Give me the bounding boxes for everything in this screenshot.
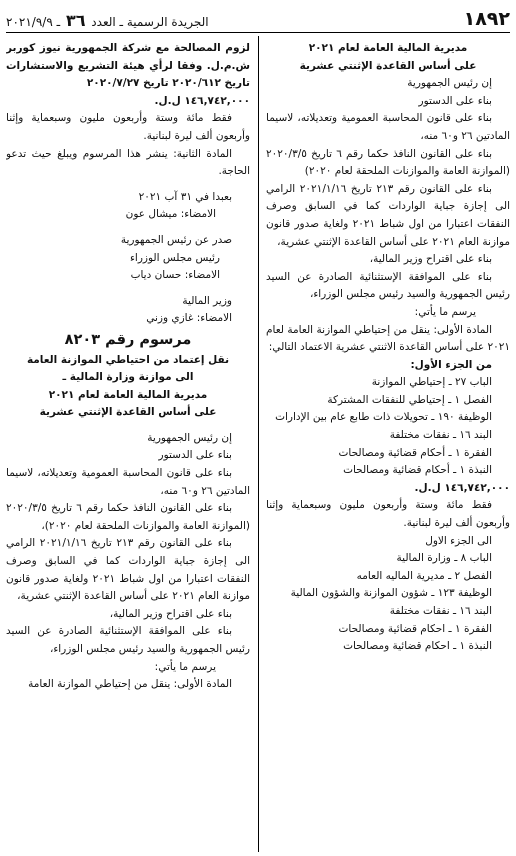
column-divider	[258, 36, 259, 852]
text-line: مديرية المالية العامة لعام ٢٠٢١	[308, 42, 468, 54]
text-line: ١٤٦,٧٤٢,٠٠٠ ل.ل.	[154, 94, 250, 107]
text-line: الفقرة ١ ـ أحكام قضائية ومصالحات	[338, 446, 492, 459]
text-line: صدر عن رئيس الجمهورية	[120, 233, 232, 246]
text-line: بناء على الدستور	[418, 94, 492, 107]
left-column	[6, 40, 250, 854]
text-line: بناء على القانون النافذ حكما رقم ٦ تاريخ ٢٠٢٠/٣/٥ (الموازنة العامة والموازنات الملحقة لعام ٢٠٢٠)،	[6, 502, 250, 532]
text-line: النبذة ١ ـ أحكام قضائية ومصالحات	[343, 464, 492, 477]
text-line: بعبدا في ٣١ آب ٢٠٢١	[138, 190, 232, 203]
spacer	[6, 285, 250, 293]
text-line: بناء على الدستور	[158, 449, 232, 462]
text-line: بناء على الموافقة الإستثنائية الصادرة عن السيد رئيس الجمهورية والسيد رئيس مجلس الوزراء،	[6, 625, 250, 655]
text-line: البند ١٦ ـ نفقات مختلفة	[389, 429, 492, 442]
text-line: مديرية المالية العامة لعام ٢٠٢١	[48, 388, 208, 401]
text-line: على أساس القاعدة الإثنتي عشرية	[299, 59, 477, 72]
text-line: رئيس مجلس الوزراء	[129, 251, 220, 264]
text-line: لزوم المصالحة مع شركة الجمهورية نيوز كوربر ش.م.ل. وفقا لرأي هيئة التشريع والاستشارات تاريخ ٢٠٢٠/٦١٢ تاريخ ٢٠٢٠/٧/٢٧	[6, 42, 250, 90]
text-line: الوظيفة ١٢٣ ـ شؤون الموازنة والشؤون المالية	[290, 587, 492, 600]
text-line: الباب ٢٧ ـ إحتياطي الموازنة	[371, 376, 492, 389]
text-line: الفصل ٢ ـ مديرية الماليه العامه	[356, 569, 492, 582]
text-line: بناء على قانون المحاسبة العمومية وتعديلاته، لاسيما المادتين ٢٦ و٦٠ منه،	[266, 112, 510, 142]
text-line: الى الجزء الاول	[425, 534, 492, 547]
text-line: المادة الأولى: ينقل من إحتياطي الموازنة العامة	[28, 678, 232, 691]
text-line: المادة الأولى: ينقل من إحتياطي الموازنة العامة لعام ٢٠٢١ على أساس القاعدة الاثنتي عشرية الاعتماد التالي:	[266, 323, 510, 354]
text-line: الباب ٨ ـ وزارة المالية	[396, 552, 492, 565]
text-line: الفصل ١ ـ إحتياطي للنفقات المشتركة	[327, 393, 492, 406]
page-number: ١٨٩٢	[463, 8, 510, 30]
text-line: مرسوم رقم ٨٢٠٣	[64, 331, 192, 348]
gazette-title: الجريدة الرسمية ـ العدد	[91, 15, 209, 29]
text-line: الى موازنة وزارة المالية ـ	[62, 371, 194, 384]
text-line: الفقرة ١ ـ احكام قضائية ومصالحات	[338, 622, 492, 635]
issue-number: ٣٦	[65, 11, 86, 30]
text-line: إن رئيس الجمهورية	[407, 77, 492, 90]
text-line: بناء على القانون رقم ٢١٣ تاريخ ٢٠٢١/١/١٦ الرامي الى إجازة جباية الواردات كما في السابق وصرف النفقات اعتبارا من اول شباط ٢٠٢١ ولغاية صدور قانون موازنة العام ٢٠٢١ على أساس القاعدة الإثنتي عشرية،	[6, 537, 250, 603]
spacer	[6, 224, 250, 232]
page-header	[6, 4, 510, 30]
text-line: فقط مائة وستة وأربعون مليون وسبعماية وإثنا وأربعون ألف ليرة لبنانية.	[266, 499, 510, 530]
right-column	[266, 40, 510, 854]
text-line: بناء على اقتراح وزير المالية،	[109, 607, 232, 620]
text-line: يرسم ما يأتي:	[154, 660, 216, 673]
text-line: على أساس القاعدة الإثنتي عشرية	[39, 406, 217, 419]
text-line: الامضاء: حسان دياب	[130, 269, 220, 282]
gazette-info	[6, 11, 209, 30]
text-line: بناء على القانون النافذ حكما رقم ٦ تاريخ ٢٠٢٠/٣/٥ (الموازنة العامة والموازنات الملحقة لعام ٢٠٢٠)	[266, 147, 510, 178]
spacer	[6, 422, 250, 430]
header-rule	[6, 32, 510, 33]
text-line: ١٤٦,٧٤٢,٠٠٠ ل.ل.	[414, 481, 510, 494]
issue-date: ـ ٢٠٢١/٩/٩	[6, 15, 61, 29]
text-line: بناء على اقتراح وزير المالية،	[369, 253, 492, 266]
text-line: نقل إعتماد من احتياطي الموازنة العامة	[26, 353, 230, 366]
text-line: بناء على القانون رقم ٢١٣ تاريخ ٢٠٢١/١/١٦ الرامي الى إجازة جباية الواردات كما في السابق وصرف النفقات اعتبارا من اول شباط ٢٠٢١ ولغاية صدور قانون موازنة العام ٢٠٢١ على أساس القاعدة الإثنتي عشرية،	[266, 182, 510, 248]
text-line: الوظيفة ١٩٠ ـ تحويلات ذات طابع عام بين الإدارات	[275, 411, 492, 424]
text-line: وزير المالية	[182, 294, 232, 307]
text-line: من الجزء الأول:	[410, 358, 492, 371]
text-line: البند ١٦ ـ نفقات مختلفة	[389, 605, 492, 617]
text-line: بناء على قانون المحاسبة العمومية وتعديلاته، لاسيما المادتين ٢٦ و٦٠ منه،	[6, 467, 250, 497]
text-line: المادة الثانية: ينشر هذا المرسوم ويبلغ حيث تدعو الحاجة.	[6, 147, 250, 178]
text-line: الامضاء: غازي وزني	[146, 312, 232, 325]
text-line: يرسم ما يأتي:	[414, 305, 476, 318]
text-line: إن رئيس الجمهورية	[147, 431, 232, 444]
text-line: فقط مائة وستة وأربعون مليون وسبعماية وإثنا وأربعون ألف ليرة لبنانية.	[6, 112, 250, 142]
text-line: بناء على الموافقة الإستثنائية الصادرة عن السيد رئيس الجمهورية والسيد رئيس مجلس الوزراء،	[266, 270, 510, 301]
text-line: النبذة ١ ـ احكام قضائية ومصالحات	[343, 640, 492, 653]
text-line: الامضاء: ميشال عون	[125, 208, 216, 221]
spacer	[6, 181, 250, 189]
